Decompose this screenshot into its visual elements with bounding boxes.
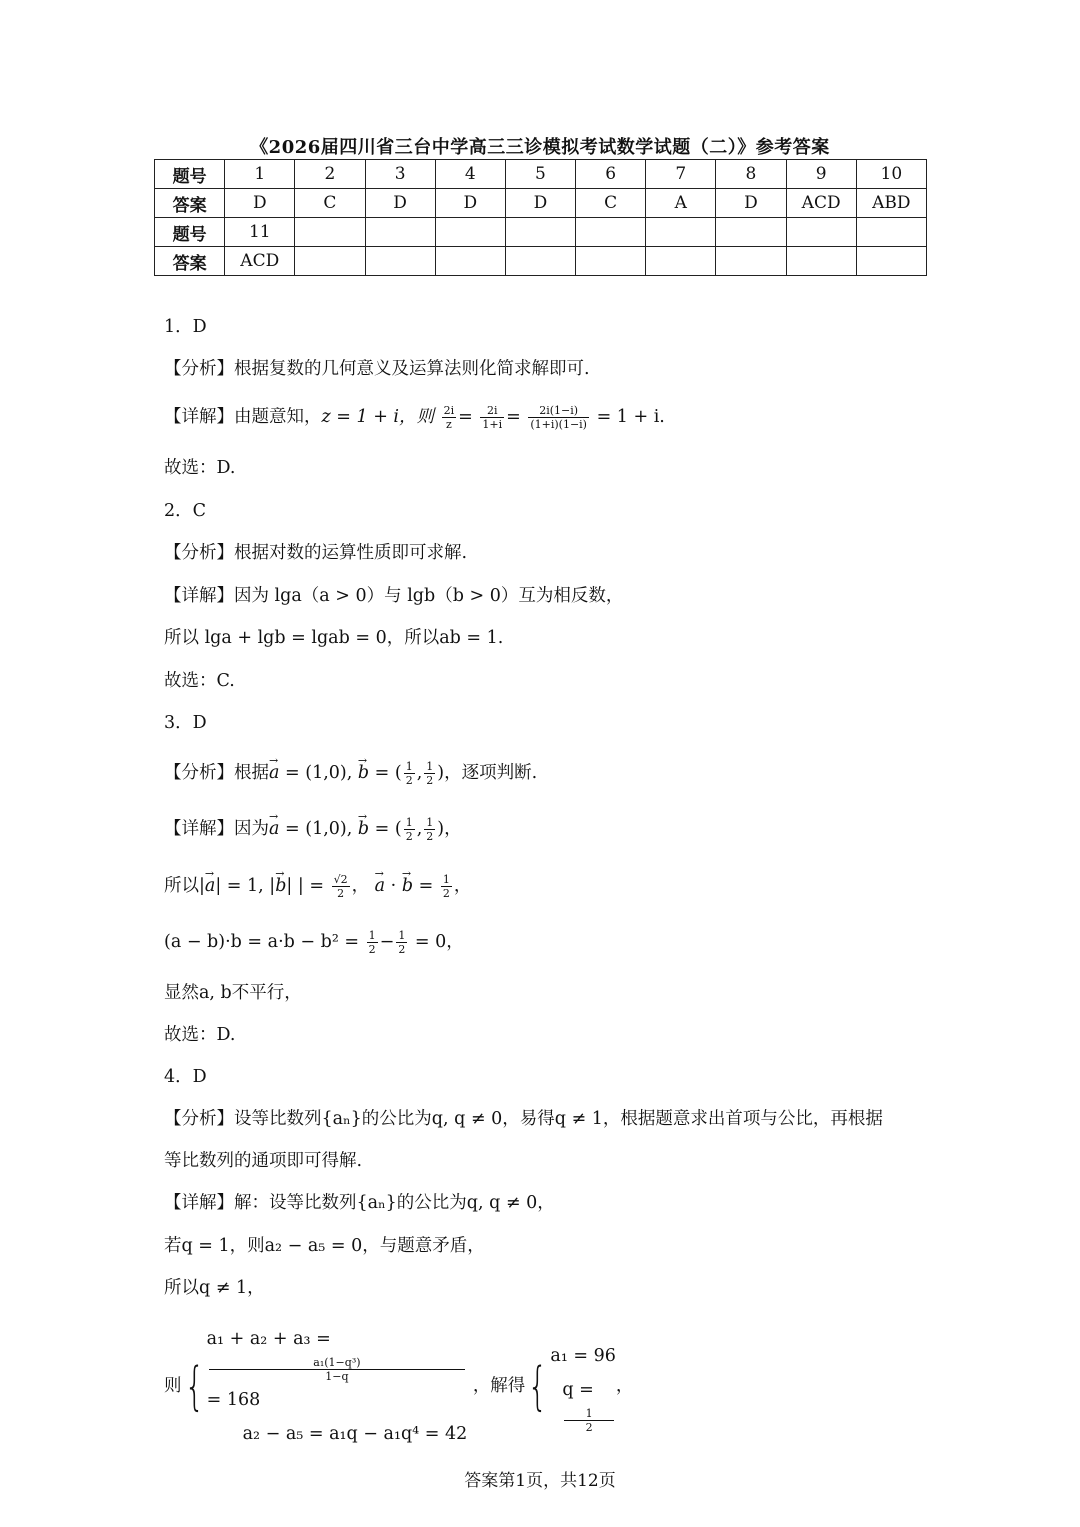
- table-cell: [505, 247, 575, 276]
- q3-vec-b-eq: =: [374, 819, 390, 839]
- table-cell: [856, 247, 926, 276]
- solution-system: [550, 1339, 616, 1434]
- fraction: [528, 404, 589, 431]
- numerator: a₁(1−q³): [209, 1356, 466, 1370]
- table-cell: [646, 247, 716, 276]
- q3-detail-prefix: 【详解】因为: [164, 819, 269, 839]
- q1-detail-end: = 1 + i.: [596, 407, 665, 427]
- q3-mod-a: | = 1, |: [215, 876, 276, 896]
- q4-system: [164, 1322, 633, 1451]
- numerator: 2i: [443, 404, 455, 417]
- table-cell: D: [505, 189, 575, 218]
- q1-detail-z: z = 1 + i，则: [321, 407, 435, 427]
- q3-mod-prefix: 所以|: [164, 876, 205, 896]
- q3-analysis: 【分析】根据→ a = (1,0), → b = ( $\frac{1}{2}$ , $\frac{1}{2}$ )，逐项判断.: [164, 760, 537, 787]
- denominator: 2: [405, 774, 413, 787]
- table-cell: 11: [225, 218, 295, 247]
- q3-line4: (a − b)·b = a·b − b² = $\frac{1}{2}$ − $\frac{1}{2}$ = 0，: [164, 929, 464, 956]
- fraction: [564, 1407, 614, 1434]
- q3-detail: 【详解】因为→ a = (1,0), → b = ( $\frac{1}{2}$ , $\frac{1}{2}$ )，: [164, 816, 462, 843]
- q3-line5: 显然a, b不平行，: [164, 983, 302, 1003]
- vector-a: → a: [269, 816, 279, 842]
- denominator: (1+i)(1−i): [530, 418, 587, 431]
- vector-b: → b: [402, 873, 413, 899]
- document-title: 《2026届四川省三台中学高三三诊模拟考试数学试题（二）》参考答案: [250, 137, 830, 158]
- fraction: [396, 929, 407, 956]
- vector-a: → a: [205, 873, 215, 899]
- numerator: 1: [426, 760, 434, 773]
- vector-b: → b: [358, 816, 369, 842]
- q2-head: 2．C: [164, 501, 207, 521]
- q2-detail-2: 所以 lga + lgb = lgab = 0，所以ab = 1.: [164, 628, 504, 648]
- left-brace: {: [527, 1356, 548, 1417]
- numerator: 1: [368, 929, 376, 942]
- table-cell: ABD: [856, 189, 926, 218]
- fraction: [442, 404, 457, 431]
- q3-analysis-prefix: 【分析】根据: [164, 763, 269, 783]
- q1-conclusion: 故选：D.: [164, 458, 236, 478]
- numerator: 2i: [480, 404, 504, 418]
- table-cell: [435, 218, 505, 247]
- fraction: [404, 760, 415, 787]
- denominator: 2: [368, 943, 376, 956]
- table-cell: [365, 247, 435, 276]
- equation-2: a₂ − a₅ = a₁q − a₁q⁴ = 42: [242, 1424, 468, 1444]
- table-cell: D: [716, 189, 786, 218]
- table-cell: [786, 218, 856, 247]
- fraction: [480, 404, 504, 431]
- q3-modulus-line: 所以|→ a| = 1, |→ b| | = $\frac{√2}{2}$ ， → a · → b = $\frac{1}{2}$ ，: [164, 873, 471, 900]
- page-footer: 答案第1页，共12页: [464, 1471, 616, 1491]
- eq1-left: a₁ + a₂ + a₃ =: [206, 1329, 331, 1349]
- numerator: 1: [405, 760, 413, 773]
- denominator: z: [445, 418, 452, 431]
- q2-conclusion: 故选：C.: [164, 671, 235, 691]
- table-row-label: 题号: [155, 218, 225, 247]
- table-cell: 8: [716, 160, 786, 189]
- denominator: 1+i: [482, 418, 503, 431]
- table-row-label: 题号: [155, 160, 225, 189]
- table-cell: [576, 218, 646, 247]
- numerator: 1: [405, 816, 413, 829]
- denominator: 2: [337, 887, 345, 900]
- numerator: √2: [333, 873, 348, 886]
- table-row: [155, 218, 927, 247]
- table-row: [155, 189, 927, 218]
- q3-mod-b: | =: [297, 876, 324, 896]
- table-cell: 9: [786, 160, 856, 189]
- denominator: 2: [585, 1421, 593, 1434]
- table-cell: 3: [365, 160, 435, 189]
- denominator: 2: [442, 887, 450, 900]
- table-cell: ACD: [225, 247, 295, 276]
- numerator: 1: [426, 816, 434, 829]
- q4-detail-3: 所以q ≠ 1，: [164, 1278, 265, 1298]
- table-cell: C: [295, 189, 365, 218]
- numerator: 1: [564, 1407, 614, 1421]
- equation-1: [207, 1322, 468, 1417]
- q1-detail: 【详解】由题意知，z = 1 + i，则 $\frac{2i}{z}$ = $\frac{2i}{1+i}$ = $\frac{2i(1-i)}{(1+i)(1-i)}$ = 1 + i.: [164, 404, 665, 431]
- table-row: [155, 247, 927, 276]
- sol2-left: q =: [562, 1380, 594, 1400]
- table-cell: D: [225, 189, 295, 218]
- table-cell: 7: [646, 160, 716, 189]
- numerator: 2i(1−i): [528, 404, 589, 418]
- table-cell: [716, 218, 786, 247]
- table-cell: ACD: [786, 189, 856, 218]
- table-cell: C: [576, 189, 646, 218]
- q1-analysis: 【分析】根据复数的几何意义及运算法则化简求解即可.: [164, 359, 590, 379]
- q1-head: 1．D: [164, 317, 207, 337]
- left-brace: {: [184, 1356, 204, 1417]
- q2-analysis: 【分析】根据对数的运算性质即可求解.: [164, 543, 468, 563]
- fraction: [404, 816, 415, 843]
- numerator: 1: [398, 929, 406, 942]
- table-cell: D: [435, 189, 505, 218]
- table-cell: 10: [856, 160, 926, 189]
- answer-table: [154, 159, 927, 276]
- table-cell: [295, 218, 365, 247]
- table-cell: [365, 218, 435, 247]
- equation-system: [207, 1322, 468, 1451]
- fraction: [424, 816, 435, 843]
- q4-head: 4．D: [164, 1067, 207, 1087]
- vector-b: → b: [275, 873, 286, 899]
- table-cell: [856, 218, 926, 247]
- denominator: 1−q: [325, 1370, 349, 1383]
- table-cell: [786, 247, 856, 276]
- table-cell: 1: [225, 160, 295, 189]
- denominator: 2: [398, 943, 406, 956]
- table-cell: [716, 247, 786, 276]
- table-cell: 2: [295, 160, 365, 189]
- table-cell: [295, 247, 365, 276]
- q3-dot: ·: [390, 876, 397, 896]
- q3-vec-b-eq: =: [374, 763, 390, 783]
- table-cell: A: [646, 189, 716, 218]
- q3-dot-eq: =: [418, 876, 434, 896]
- q4-analysis-2: 等比数列的通项即可得解.: [164, 1151, 363, 1171]
- fraction: [332, 873, 350, 900]
- table-row-label: 答案: [155, 247, 225, 276]
- q3-line4-text: (a − b)·b = a·b − b² =: [164, 932, 360, 952]
- table-cell: 5: [505, 160, 575, 189]
- fraction: [441, 873, 452, 900]
- q4-solve: ，解得: [472, 1376, 526, 1396]
- denominator: 2: [426, 774, 434, 787]
- q4-then: 则: [164, 1376, 182, 1396]
- table-cell: [576, 247, 646, 276]
- q3-vec-a-value: = (1,0),: [285, 763, 353, 783]
- table-cell: 4: [435, 160, 505, 189]
- solution-2: [550, 1373, 616, 1434]
- table-cell: [505, 218, 575, 247]
- solution-1: a₁ = 96: [550, 1346, 616, 1366]
- fraction: [367, 929, 378, 956]
- denominator: 2: [426, 830, 434, 843]
- table-cell: 6: [576, 160, 646, 189]
- q4-detail-2: 若q = 1，则a₂ − a₅ = 0，与题意矛盾，: [164, 1236, 485, 1256]
- fraction: [424, 760, 435, 787]
- q3-vec-a-value: = (1,0),: [285, 819, 353, 839]
- vector-b: → b: [358, 760, 369, 786]
- q3-line4-end: = 0，: [414, 932, 464, 952]
- denominator: 2: [405, 830, 413, 843]
- table-row: [155, 160, 927, 189]
- fraction: [209, 1356, 466, 1383]
- eq1-right: = 168: [206, 1390, 261, 1410]
- q4-analysis-1: 【分析】设等比数列{aₙ}的公比为q, q ≠ 0，易得q ≠ 1，根据题意求出首项与公比，再根据: [164, 1109, 883, 1129]
- q4-detail-1: 【详解】解：设等比数列{aₙ}的公比为q, q ≠ 0，: [164, 1193, 555, 1213]
- table-cell: D: [365, 189, 435, 218]
- table-cell: [435, 247, 505, 276]
- q3-head: 3．D: [164, 713, 207, 733]
- table-row-label: 答案: [155, 189, 225, 218]
- q3-analysis-suffix: ，逐项判断.: [444, 763, 538, 783]
- q3-detail-suffix: ，: [444, 819, 462, 839]
- q4-tail: ，: [615, 1376, 634, 1396]
- numerator: 1: [442, 873, 450, 886]
- table-cell: [646, 218, 716, 247]
- vector-a: → a: [269, 760, 279, 786]
- q2-detail-1: 【详解】因为 lga（a > 0）与 lgb（b > 0）互为相反数，: [164, 586, 624, 606]
- q3-conclusion: 故选：D.: [164, 1025, 236, 1045]
- q1-detail-prefix: 【详解】由题意知，: [164, 407, 322, 427]
- vector-a: → a: [375, 873, 385, 899]
